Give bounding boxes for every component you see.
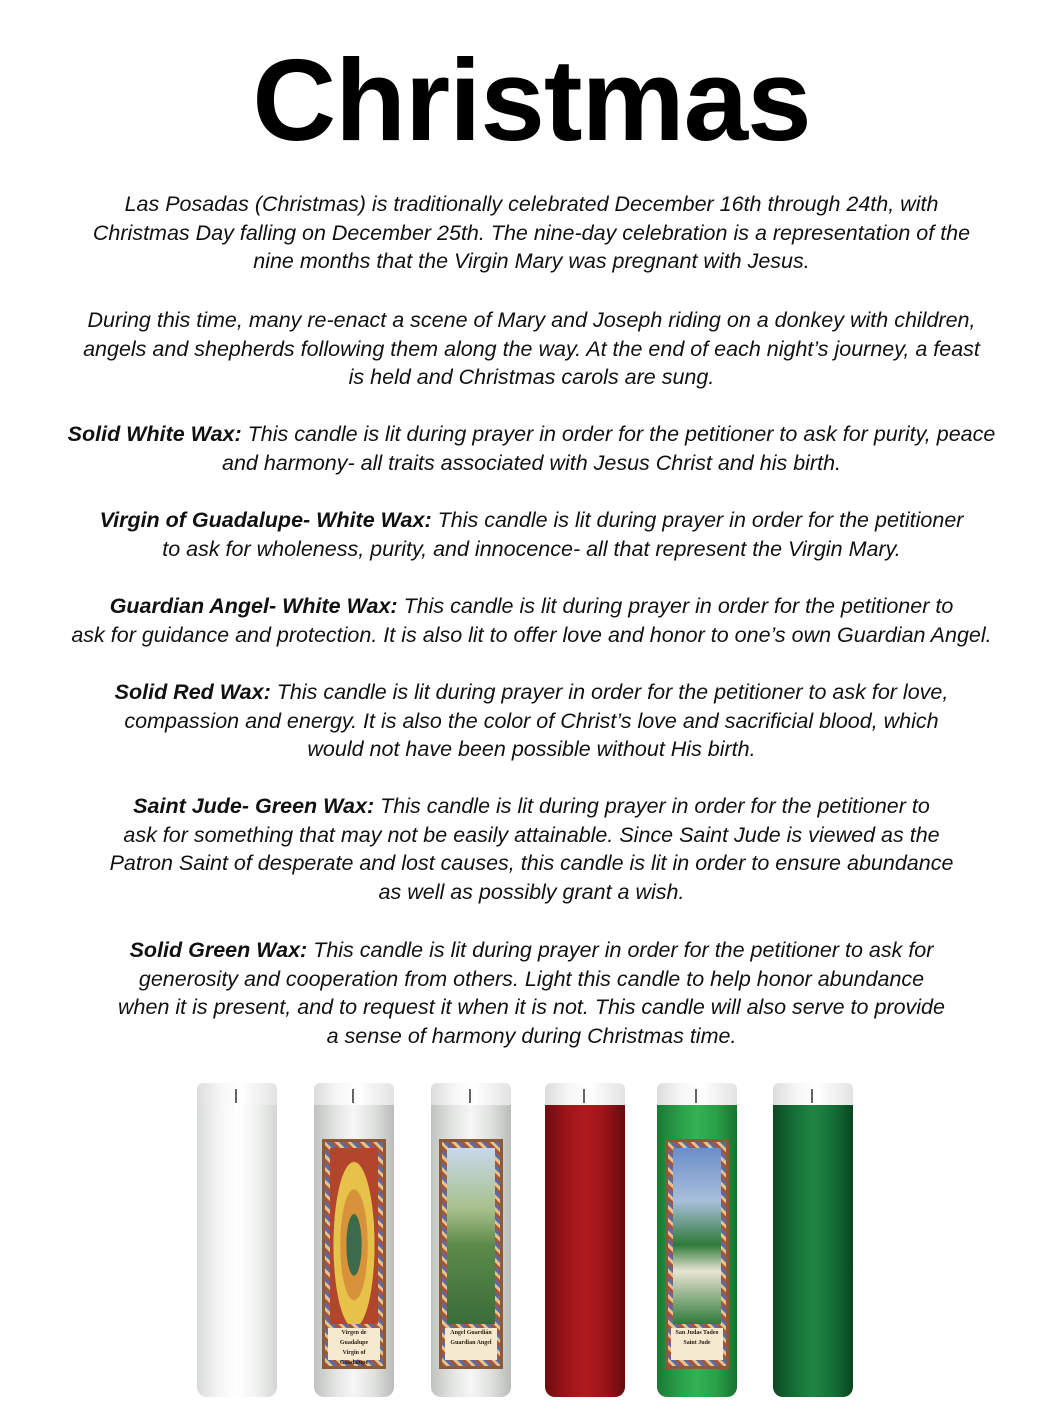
- guadalupe-text: This candle is lit during prayer in order for the petitioner: [431, 508, 964, 532]
- solid-red-text: would not have been possible without His birth.: [307, 737, 756, 761]
- reenact-paragraph: [0, 306, 1063, 392]
- page-title: Christmas: [252, 35, 811, 165]
- candle-label: [665, 1139, 729, 1369]
- guardian-angel-text: ask for guidance and protection. It is also lit to offer love and honor to one’s own Guardian Angel.: [71, 622, 992, 647]
- solid-white-text: and harmony- all traits associated with Jesus Christ and his birth.: [222, 450, 841, 475]
- solid-green-text: This candle is lit during prayer in order for the petitioner to ask for: [307, 938, 934, 962]
- label-line: Guardian Angel: [450, 1340, 492, 1346]
- solid-red-heading: Solid Red Wax:: [114, 680, 271, 704]
- reenact-line: is held and Christmas carols are sung.: [348, 365, 715, 389]
- solid-white-text: This candle is lit during prayer in order for the petitioner to ask for purity, peace: [241, 422, 996, 446]
- solid-red-text: compassion and energy. It is also the color of Christ’s love and sacrificial blood, which: [124, 708, 939, 733]
- solid-white-paragraph: [0, 420, 1063, 477]
- solid-white-heading: Solid White Wax:: [67, 422, 242, 446]
- solid-green-heading: Solid Green Wax:: [129, 938, 308, 962]
- candle-images-row: [0, 1083, 1063, 1403]
- intro-paragraph: [0, 190, 1063, 276]
- saint-jude-heading: Saint Jude- Green Wax:: [133, 794, 375, 818]
- solid-green-text: generosity and cooperation from others. Light this candle to help honor abundance: [138, 966, 925, 991]
- guardian-angel-paragraph: [0, 592, 1063, 649]
- saint-jude-text: ask for something that may not be easily attainable. Since Saint Jude is viewed as the: [123, 822, 940, 847]
- label-line: Saint Jude: [683, 1340, 711, 1346]
- label-line: Virgin of Guadalupe: [339, 1350, 369, 1366]
- label-line: San Judas Tadeo: [675, 1330, 719, 1336]
- intro-line: Christmas Day falling on December 25th. The nine-day celebration is a representation of the: [92, 220, 971, 245]
- guadalupe-text: to ask for wholeness, purity, and innocence- all that represent the Virgin Mary.: [162, 536, 901, 561]
- solid-green-paragraph: [0, 936, 1063, 1050]
- saint-jude-icon: [673, 1148, 721, 1324]
- saint-jude-paragraph: [0, 792, 1063, 906]
- guardian-angel-candle-image: [431, 1083, 511, 1399]
- solid-red-paragraph: [0, 678, 1063, 764]
- reenact-line: During this time, many re-enact a scene of Mary and Joseph riding on a donkey with children,: [87, 308, 976, 332]
- solid-red-candle-image: [545, 1083, 625, 1399]
- candle-label: [439, 1139, 503, 1369]
- saint-jude-text: as well as possibly grant a wish.: [378, 879, 685, 904]
- guardian-angel-heading: Guardian Angel- White Wax:: [109, 594, 398, 618]
- solid-red-text: This candle is lit during prayer in order for the petitioner to ask for love,: [270, 680, 949, 704]
- intro-line: nine months that the Virgin Mary was pregnant with Jesus.: [253, 249, 810, 273]
- guadalupe-candle-image: [314, 1083, 394, 1399]
- intro-line: Las Posadas (Christmas) is traditionally celebrated December 16th through 24th, with: [124, 192, 939, 216]
- saint-jude-text: Patron Saint of desperate and lost causes, this candle is lit in order to ensure abundance: [109, 851, 954, 875]
- guadalupe-paragraph: [0, 506, 1063, 563]
- solid-white-candle-image: [197, 1083, 277, 1399]
- solid-green-text: when it is present, and to request it when it is not. This candle will also serve to provide: [118, 995, 945, 1019]
- candle-label: [322, 1139, 386, 1369]
- guardian-angel-icon: [447, 1148, 495, 1324]
- solid-green-candle-image: [773, 1083, 853, 1399]
- saint-jude-text: This candle is lit during prayer in order for the petitioner to: [374, 794, 930, 818]
- virgin-of-guadalupe-icon: [330, 1148, 378, 1324]
- reenact-line: angels and shepherds following them along the way. At the end of each night’s journey, a feast: [83, 336, 980, 361]
- label-line: Virgen de Guadalupe: [339, 1330, 369, 1346]
- label-line: Angel Guardián: [450, 1330, 492, 1336]
- guadalupe-heading: Virgin of Guadalupe- White Wax:: [99, 508, 432, 532]
- solid-green-text: a sense of harmony during Christmas time.: [326, 1023, 737, 1048]
- saint-jude-candle-image: [657, 1083, 737, 1399]
- guardian-angel-text: This candle is lit during prayer in order for the petitioner to: [397, 594, 954, 618]
